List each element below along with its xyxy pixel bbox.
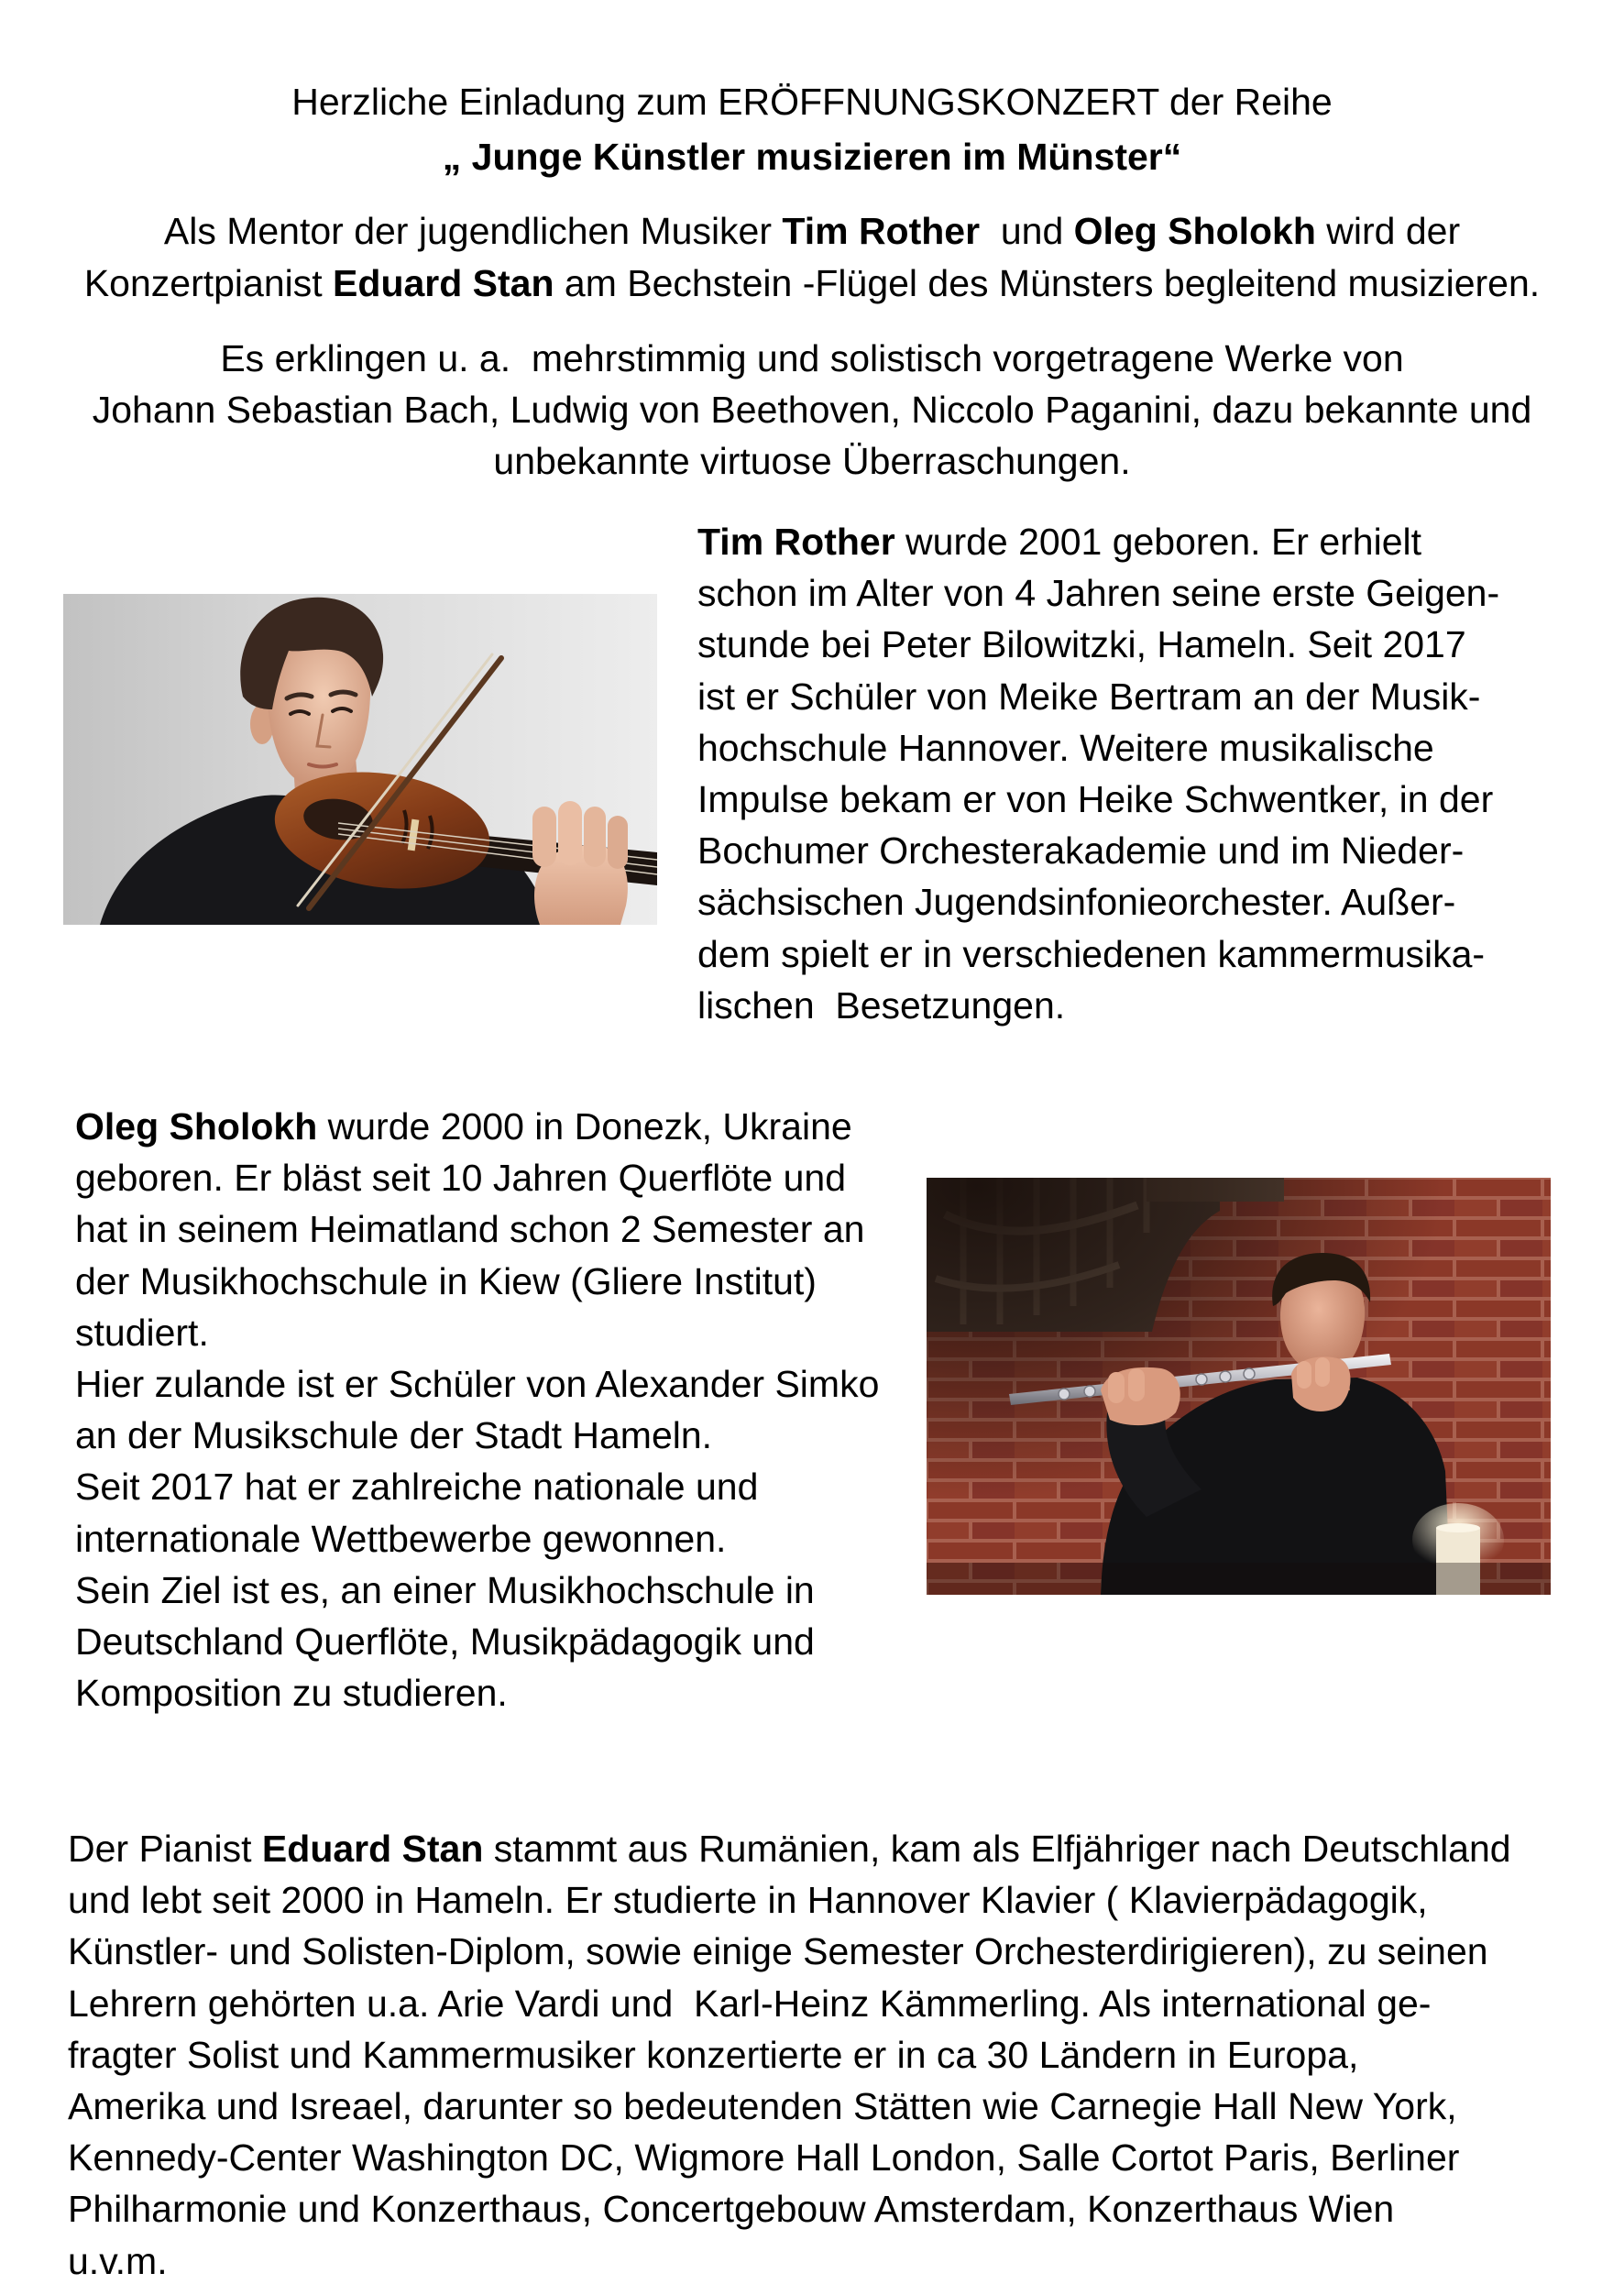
- bio-line: geboren. Er bläst seit 10 Jahren Querflöte und: [75, 1157, 847, 1200]
- program-line: Johann Sebastian Bach, Ludwig von Beethoven, Niccolo Paganini, dazu bekannte und: [92, 389, 1532, 431]
- bio-line: dem spielt er in verschiedenen kammermusika-: [697, 932, 1486, 975]
- bio-line: schon im Alter von 4 Jahren seine erste Geigen-: [697, 572, 1500, 615]
- bio-line: fragter Solist und Kammermusiker konzertierte er in ca 30 Ländern in Europa,: [68, 2033, 1359, 2076]
- right-hand: [1291, 1356, 1351, 1411]
- bio-line: [68, 1823, 1511, 1874]
- bio-line: Philharmonie und Konzerthaus, Concertgebouw Amsterdam, Konzerthaus Wien: [68, 2188, 1395, 2231]
- bio-line: Komposition zu studieren.: [75, 1672, 508, 1715]
- bio-line: hochschule Hannover. Weitere musikalische: [697, 726, 1434, 769]
- bio-text: wurde 2001 geboren. Er erhielt: [894, 521, 1422, 563]
- program-line: Es erklingen u. a. mehrstimmig und solistisch vorgetragene Werke von: [220, 337, 1404, 379]
- bio-line: und lebt seit 2000 in Hameln. Er studierte in Hannover Klavier ( Klavierpädagogik,: [68, 1879, 1428, 1922]
- bio-line: Seit 2017 hat er zahlreiche nationale und: [75, 1466, 759, 1509]
- intro-line: [0, 205, 1624, 258]
- series-title: „ Junge Künstler musizieren im Münster“: [442, 136, 1182, 178]
- performer-name: Oleg Sholokh: [1073, 210, 1316, 252]
- invitation-header: [0, 74, 1624, 184]
- intro-text: am Bechstein -Flügel des Münsters begleitend musizieren.: [554, 262, 1541, 304]
- bio-line: Bochumer Orchesterakademie und im Nieder-: [697, 829, 1465, 873]
- bio-text: wurde 2000 in Donezk, Ukraine: [317, 1105, 852, 1148]
- eduard-stan-bio: [68, 1823, 1511, 2287]
- performer-name: Eduard Stan: [333, 262, 554, 304]
- oleg-sholokh-bio: [75, 1101, 879, 1719]
- bio-line: Impulse bekam er von Heike Schwentker, in der: [697, 777, 1494, 820]
- intro-text: und: [980, 210, 1074, 252]
- bio-text: Der Pianist: [68, 1828, 262, 1870]
- bottom-shadow: [927, 1563, 1551, 1595]
- invitation-line: Herzliche Einladung zum ERÖFFNUNGSKONZERT der Reihe: [291, 81, 1333, 123]
- intro-text: Als Mentor der jugendlichen Musiker: [163, 210, 783, 252]
- bio-line: Deutschland Querflöte, Musikpädagogik und: [75, 1620, 815, 1663]
- bio-line: an der Musikschule der Stadt Hameln.: [75, 1414, 713, 1457]
- bio-line: Kennedy-Center Washington DC, Wigmore Hall London, Salle Cortot Paris, Berliner: [68, 2136, 1460, 2180]
- bio-line: u.v.m.: [68, 2239, 168, 2282]
- tim-rother-photo: [63, 594, 657, 925]
- performer-name: Eduard Stan: [261, 1828, 484, 1870]
- bio-line: hat in seinem Heimatland schon 2 Semester an: [75, 1208, 865, 1251]
- bio-line: studiert.: [75, 1311, 209, 1354]
- left-hand: [1101, 1367, 1180, 1425]
- bio-line: Lehrern gehörten u.a. Arie Vardi und Karl-Heinz Kämmerling. Als international ge-: [68, 1982, 1432, 2025]
- bio-line: internationale Wettbewerbe gewonnen.: [75, 1517, 727, 1560]
- intro-text: wird der: [1315, 210, 1461, 252]
- bio-line: stunde bei Peter Bilowitzki, Hameln. Seit 2017: [697, 623, 1466, 666]
- left-hand: [532, 801, 628, 925]
- bio-line: sächsischen Jugendsinfonieorchester. Außer-: [697, 881, 1456, 924]
- bio-line: [697, 516, 1499, 567]
- oleg-sholokh-photo: [927, 1178, 1551, 1595]
- bio-line: Hier zulande ist er Schüler von Alexander Simko: [75, 1362, 880, 1405]
- tim-rother-bio: [697, 516, 1499, 1031]
- bio-line: [75, 1101, 879, 1152]
- program-line: unbekannte virtuose Überraschungen.: [493, 440, 1131, 482]
- performer-name: Tim Rother: [782, 210, 981, 252]
- bio-line: lischen Besetzungen.: [697, 983, 1066, 1027]
- intro-paragraph: [0, 205, 1624, 310]
- bio-line: der Musikhochschule in Kiew (Gliere Institut): [75, 1259, 817, 1302]
- bio-line: Amerika und Isreael, darunter so bedeutenden Stätten wie Carnegie Hall New York,: [68, 2084, 1457, 2127]
- intro-line: [0, 258, 1624, 310]
- performer-name: Oleg Sholokh: [75, 1105, 318, 1148]
- performer-name: Tim Rother: [697, 521, 895, 563]
- bio-line: Sein Ziel ist es, an einer Musikhochschule in: [75, 1568, 815, 1611]
- bio-line: Künstler- und Solisten-Diplom, sowie einige Semester Orchesterdirigieren), zu seinen: [68, 1930, 1488, 1973]
- intro-text: Konzertpianist: [83, 262, 334, 304]
- bio-text: stammt aus Rumänien, kam als Elfjähriger nach Deutschland: [483, 1828, 1511, 1870]
- program-paragraph: [0, 333, 1624, 487]
- bio-line: ist er Schüler von Meike Bertram an der Musik-: [697, 675, 1481, 718]
